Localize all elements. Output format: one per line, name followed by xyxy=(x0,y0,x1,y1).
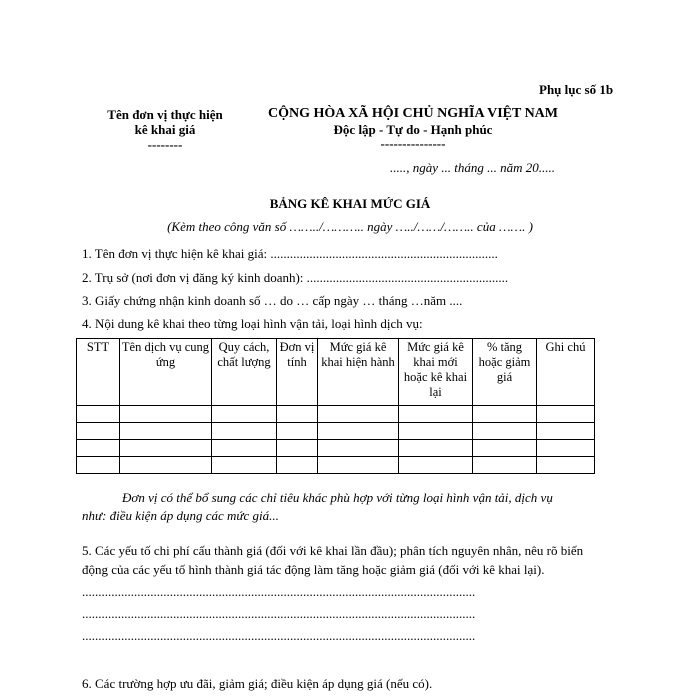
table-note xyxy=(82,489,602,525)
nation-title: CỘNG HÒA XÃ HỘI CHỦ NGHĨA VIỆT NAM xyxy=(267,106,558,121)
table-row xyxy=(77,423,595,440)
col-new-price: Mức giá kê khai mới hoặc kê khai lại xyxy=(399,339,473,406)
nation-motto: Độc lập - Tự do - Hạnh phúc xyxy=(333,122,493,137)
item-2: 2. Trụ sở (nơi đơn vị đăng ký kinh doanh): .............................................................. xyxy=(82,270,509,285)
col-change: % tăng hoặc giảm giá xyxy=(473,339,537,406)
appendix-label: Phụ lục số 1b xyxy=(539,82,614,97)
col-note: Ghi chú xyxy=(537,339,595,406)
section-5 xyxy=(82,541,583,579)
dotted-line-3: ......................................................................................................................... xyxy=(82,628,476,643)
motto-rule: --------------- xyxy=(380,136,446,151)
table-row xyxy=(77,457,595,474)
price-table xyxy=(76,338,595,474)
national-header xyxy=(255,105,571,151)
section-6: 6. Các trường hợp ưu đãi, giảm giá; điều kiện áp dụng giá (nếu có). xyxy=(82,676,433,691)
table-row xyxy=(77,406,595,423)
left-header-rule: -------- xyxy=(147,137,183,152)
item-3: 3. Giấy chứng nhận kinh doanh số … do … cấp ngày … tháng …năm .... xyxy=(82,293,463,308)
item-1: 1. Tên đơn vị thực hiện kê khai giá: ...................................................................... xyxy=(82,246,498,261)
col-current-price: Mức giá kê khai hiện hành xyxy=(318,339,399,406)
left-header-line2: kê khai giá xyxy=(134,122,196,137)
date-line: ....., ngày ... tháng ... năm 20..... xyxy=(390,160,556,175)
note-line1: Đơn vị có thể bổ sung các chỉ tiêu khác phù hợp với từng loại hình vận tải, dịch vụ xyxy=(122,490,553,505)
table-header-row xyxy=(77,339,595,406)
col-service: Tên dịch vụ cung ứng xyxy=(120,339,212,406)
col-unit: Đơn vị tính xyxy=(277,339,318,406)
dotted-line-2: ......................................................................................................................... xyxy=(82,606,476,621)
left-header-line1: Tên đơn vị thực hiện xyxy=(107,107,223,122)
left-header xyxy=(95,107,235,152)
item-4: 4. Nội dung kê khai theo từng loại hình vận tải, loại hình dịch vụ: xyxy=(82,316,423,331)
dotted-line-1: ......................................................................................................................... xyxy=(82,584,476,599)
document-title: BẢNG KÊ KHAI MỨC GIÁ xyxy=(269,196,431,211)
section5-line2: động của các yếu tố hình thành giá tác động làm tăng hoặc giảm giá (đối với kê khai lại). xyxy=(82,562,545,577)
document-subtitle: (Kèm theo công văn số ……../……….. ngày …../……/…….. của ……. ) xyxy=(167,219,533,234)
col-spec: Quy cách, chất lượng xyxy=(212,339,277,406)
section5-line1: 5. Các yếu tố chi phí cấu thành giá (đối với kê khai lần đầu); phân tích nguyên nhân, nêu rõ biến xyxy=(82,543,584,558)
col-stt: STT xyxy=(77,339,120,406)
note-line2: như: điều kiện áp dụng các mức giá... xyxy=(82,508,279,523)
table-row xyxy=(77,440,595,457)
